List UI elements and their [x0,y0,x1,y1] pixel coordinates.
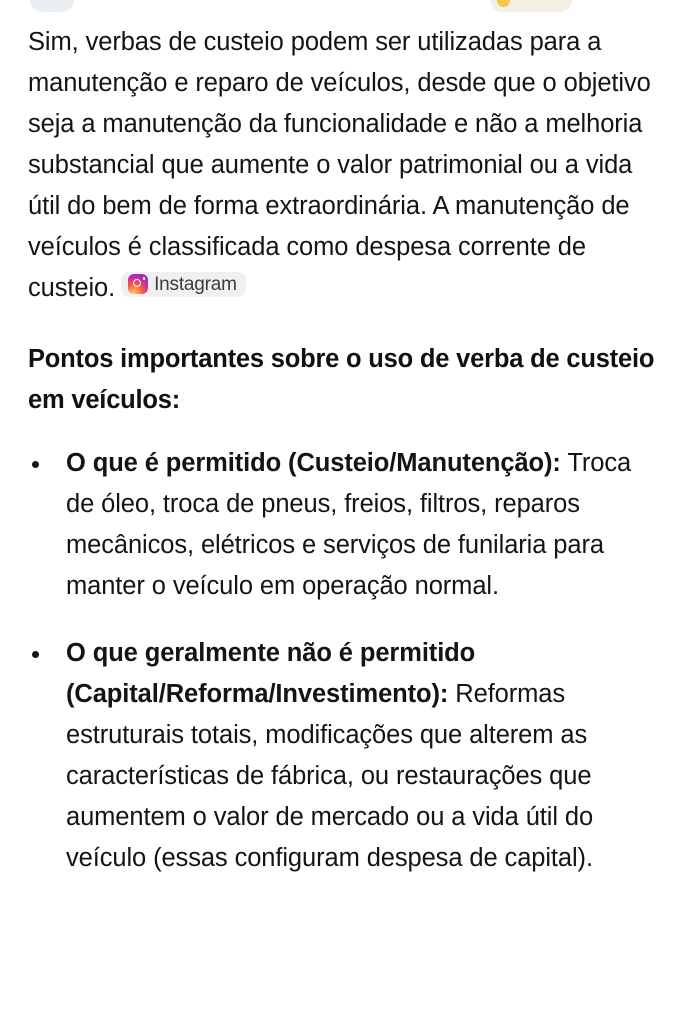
instagram-icon [128,274,148,294]
cut-off-chips-strip [0,0,691,14]
bullet-lead-allowed: O que é permitido (Custeio/Manutenção): [66,449,561,477]
section-subheading: Pontos importantes sobre o uso de verba de custeio em veículos: [28,345,655,414]
list-item [28,633,663,879]
chip-placeholder-left[interactable] [30,0,74,12]
answer-paragraph [28,22,663,309]
bullet-body-not-allowed: Reformas estruturais totais, modificações que alterem as características de fábrica, ou restaurações que aumentem o valor de mercado ou a vida útil do veículo (essas configuram despesa de capital). [66,680,594,872]
answer-content [0,22,691,879]
bullet-lead-not-allowed: O que geralmente não é permitido (Capital/Reforma/Investimento): [66,639,476,708]
citation-label: Instagram [154,273,237,295]
citation-chip-instagram[interactable] [121,272,246,297]
list-item [28,443,663,607]
answer-paragraph-text: Sim, verbas de custeio podem ser utilizadas para a manutenção e reparo de veículos, desde que o objetivo seja a manutenção da funcionalidade e não a melhoria substancial que aumente o valor patrimonial ou a vida útil do bem de forma extraordinária. A manutenção de veículos é classificada como despesa corrente de custeio. [28,28,651,302]
key-points-list [28,443,663,879]
bullet-body-allowed: Troca de óleo, troca de pneus, freios, filtros, reparos mecânicos, elétricos e serviços de funilaria para manter o veículo em operação normal. [66,449,632,600]
